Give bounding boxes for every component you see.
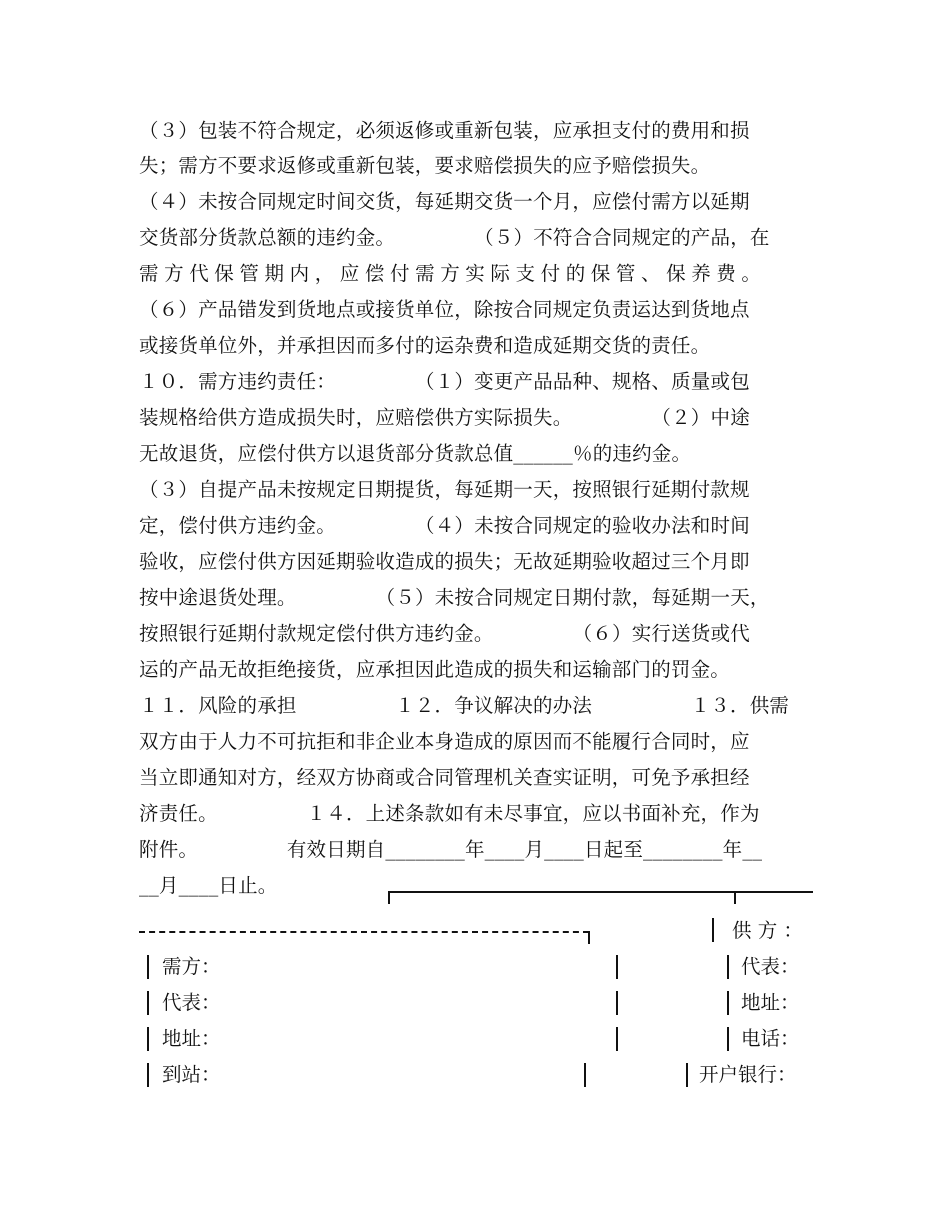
table-corner-dash — [588, 931, 590, 944]
table-top-border — [388, 891, 813, 893]
cell-divider — [727, 991, 729, 1015]
text-line: __月____日止。 — [139, 874, 278, 897]
right-address-label: 地址： — [741, 991, 800, 1014]
text-line: １１．风险的承担 １２．争议解决的办法 １３．供需 — [139, 694, 790, 717]
text-line: 按中途退货处理。 （５）未按合同规定日期付款，每延期一天， — [139, 586, 770, 609]
text-line: １０．需方违约责任： （１）变更产品品种、规格、质量或包 — [139, 370, 750, 393]
cell-divider — [686, 1063, 688, 1087]
text-line: 定，偿付供方违约金。 （４）未按合同规定的验收办法和时间 — [139, 514, 750, 537]
cell-divider — [712, 918, 714, 942]
right-rep-label: 代表： — [741, 955, 800, 978]
text-line: （３）包装不符合规定，必须返修或重新包装，应承担支付的费用和损 — [139, 119, 750, 142]
cell-divider — [616, 991, 618, 1015]
text-line: 按照银行延期付款规定偿付供方违约金。 （６）实行送货或代 — [139, 622, 750, 645]
text-line: 装规格给供方造成损失时，应赔偿供方实际损失。 （２）中途 — [139, 406, 750, 429]
table-tick-right — [734, 891, 736, 904]
text-line: 运的产品无故拒绝接货，应承担因此造成的损失和运输部门的罚金。 — [139, 658, 731, 681]
buyer-label: 需方： — [162, 955, 221, 978]
bank-label: 开户银行： — [699, 1063, 797, 1086]
cell-divider — [584, 1063, 586, 1087]
text-line: 或接货单位外，并承担因而多付的运杂费和造成延期交货的责任。 — [139, 334, 711, 357]
cell-divider — [147, 1027, 149, 1051]
text-line: 需方代保管期内，应偿付需方实际支付的保管、保养费。 — [139, 262, 767, 285]
text-line: 当立即通知对方，经双方协商或合同管理机关查实证明，可免予承担经 — [139, 766, 750, 789]
cell-divider — [147, 955, 149, 979]
text-line: （４）未按合同规定时间交货，每延期交货一个月，应偿付需方以延期 — [139, 190, 750, 213]
text-line: 验收，应偿付供方因延期验收造成的损失；无故延期验收超过三个月即 — [139, 550, 750, 573]
cell-divider — [616, 1027, 618, 1051]
supplier-label: 供 方 ： — [732, 919, 803, 942]
left-address-label: 地址： — [162, 1027, 221, 1050]
cell-divider — [727, 955, 729, 979]
text-line: 双方由于人力不可抗拒和非企业本身造成的原因而不能履行合同时，应 — [139, 730, 750, 753]
cell-divider — [147, 991, 149, 1015]
cell-divider — [727, 1027, 729, 1051]
text-line: （３）自提产品未按规定日期提货，每延期一天，按照银行延期付款规 — [139, 478, 750, 501]
text-line: 交货部分货款总额的违约金。 （５）不符合合同规定的产品，在 — [139, 226, 770, 249]
text-line: 附件。 有效日期自________年____月____日起至________年__ — [139, 838, 763, 861]
text-line: 无故退货，应偿付供方以退货部分货款总值______％的违约金。 — [139, 442, 692, 465]
table-corner-left — [388, 891, 390, 904]
text-line: 济责任。 １４．上述条款如有未尽事宜，应以书面补充，作为 — [139, 802, 760, 825]
station-label: 到站： — [162, 1063, 221, 1086]
cell-divider — [147, 1063, 149, 1087]
text-line: （６）产品错发到货地点或接货单位，除按合同规定负责运达到货地点 — [139, 298, 750, 321]
text-line: 失；需方不要求返修或重新包装，要求赔偿损失的应予赔偿损失。 — [139, 154, 711, 177]
phone-label: 电话： — [741, 1027, 800, 1050]
left-rep-label: 代表： — [162, 991, 221, 1014]
table-dashed-border — [139, 931, 589, 933]
cell-divider — [616, 955, 618, 979]
